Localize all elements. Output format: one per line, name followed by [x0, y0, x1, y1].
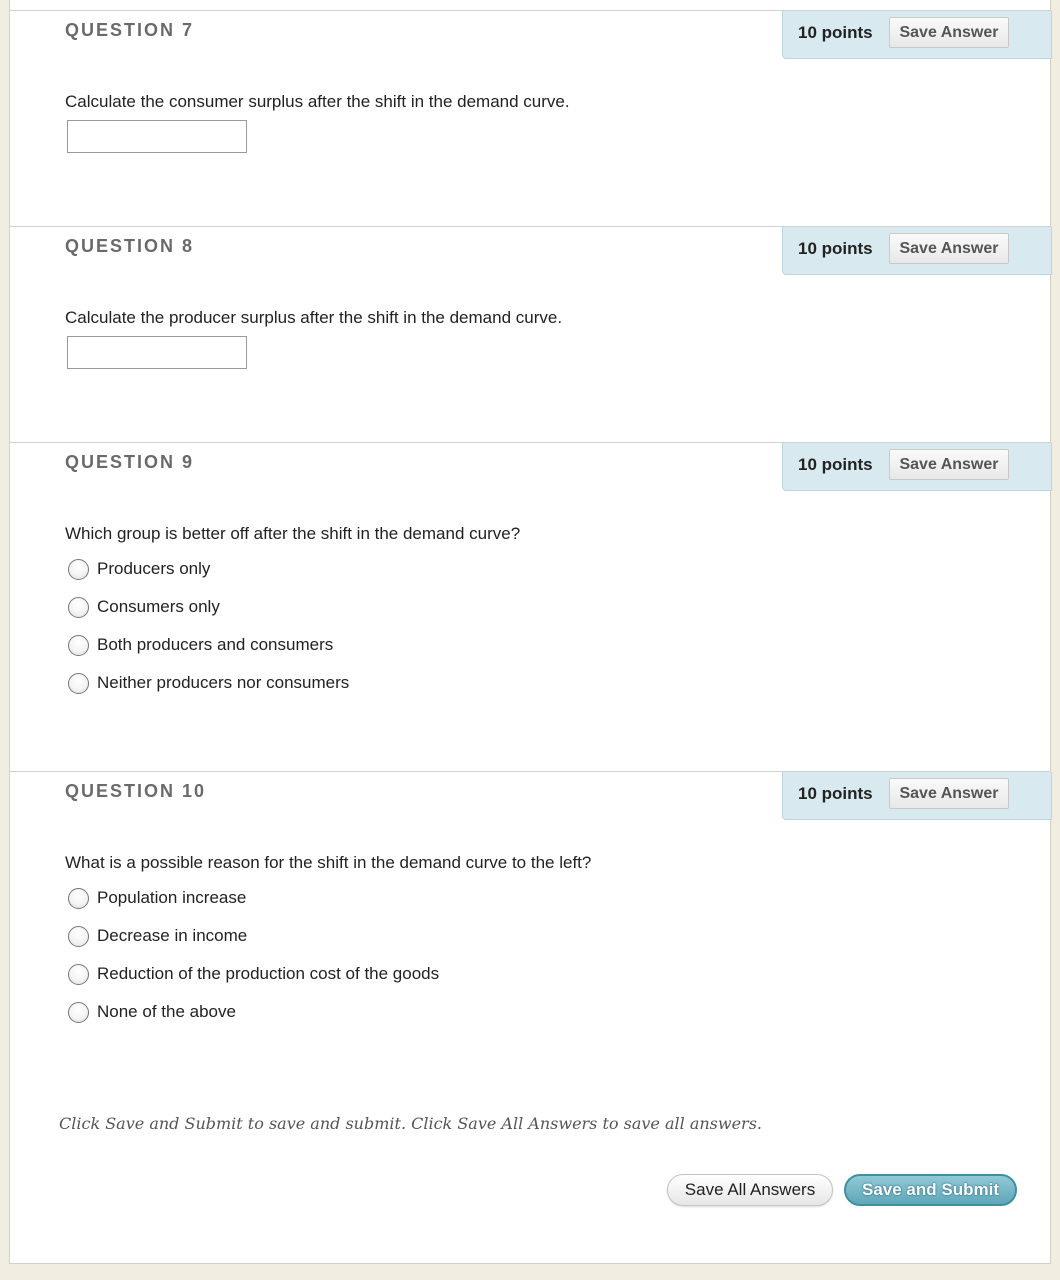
question-7: [10, 10, 1051, 226]
question-9: [10, 442, 1051, 772]
option-none-of-above[interactable]: [68, 1000, 568, 1024]
option-population-increase[interactable]: [68, 886, 568, 910]
option-label: Decrease in income: [97, 926, 248, 945]
option-label: Producers only: [97, 559, 211, 578]
save-and-submit-button[interactable]: Save and Submit: [844, 1174, 1017, 1206]
points-label: 10 points: [798, 239, 873, 258]
save-answer-button[interactable]: Save Answer: [889, 233, 1009, 264]
question-title: QUESTION 8: [65, 236, 195, 256]
question-text: What is a possible reason for the shift in the demand curve to the left?: [65, 853, 592, 872]
save-answer-button[interactable]: Save Answer: [889, 778, 1009, 809]
assessment-page: [9, 0, 1051, 1264]
points-label: 10 points: [798, 784, 873, 803]
radio-unselected-icon[interactable]: [68, 635, 89, 656]
option-label: Both producers and consumers: [97, 635, 334, 654]
option-label: None of the above: [97, 1002, 236, 1021]
submit-instructions: Click Save and Submit to save and submit. Click Save All Answers to save all answers.: [59, 1114, 762, 1133]
option-producers-only[interactable]: [68, 557, 568, 581]
option-label: Population increase: [97, 888, 247, 907]
radio-unselected-icon[interactable]: [68, 559, 89, 580]
question-text: Which group is better off after the shift in the demand curve?: [65, 524, 521, 543]
option-label: Reduction of the production cost of the goods: [97, 964, 440, 983]
save-all-answers-button[interactable]: Save All Answers: [667, 1174, 833, 1206]
points-label: 10 points: [798, 23, 873, 42]
save-answer-button[interactable]: Save Answer: [889, 17, 1009, 48]
radio-unselected-icon[interactable]: [68, 964, 89, 985]
radio-unselected-icon[interactable]: [68, 673, 89, 694]
option-consumers-only[interactable]: [68, 595, 568, 619]
option-label: Neither producers nor consumers: [97, 673, 350, 692]
answer-input[interactable]: [67, 336, 247, 369]
question-text: Calculate the producer surplus after the shift in the demand curve.: [65, 308, 563, 327]
question-title: QUESTION 7: [65, 20, 195, 40]
option-decrease-income[interactable]: [68, 924, 568, 948]
answer-input[interactable]: [67, 120, 247, 153]
points-panel: [782, 772, 1052, 820]
option-both[interactable]: [68, 633, 568, 657]
option-neither[interactable]: [68, 671, 568, 695]
points-panel: [782, 443, 1052, 491]
option-reduction-production-cost[interactable]: [68, 962, 568, 986]
question-title: QUESTION 9: [65, 452, 195, 472]
points-label: 10 points: [798, 455, 873, 474]
option-label: Consumers only: [97, 597, 220, 616]
radio-unselected-icon[interactable]: [68, 926, 89, 947]
question-8: [10, 226, 1051, 442]
question-10: [10, 771, 1051, 1071]
points-panel: [782, 11, 1052, 59]
save-answer-button[interactable]: Save Answer: [889, 449, 1009, 480]
points-panel: [782, 227, 1052, 275]
radio-unselected-icon[interactable]: [68, 888, 89, 909]
radio-unselected-icon[interactable]: [68, 597, 89, 618]
question-text: Calculate the consumer surplus after the shift in the demand curve.: [65, 92, 570, 111]
question-title: QUESTION 10: [65, 781, 207, 801]
radio-unselected-icon[interactable]: [68, 1002, 89, 1023]
